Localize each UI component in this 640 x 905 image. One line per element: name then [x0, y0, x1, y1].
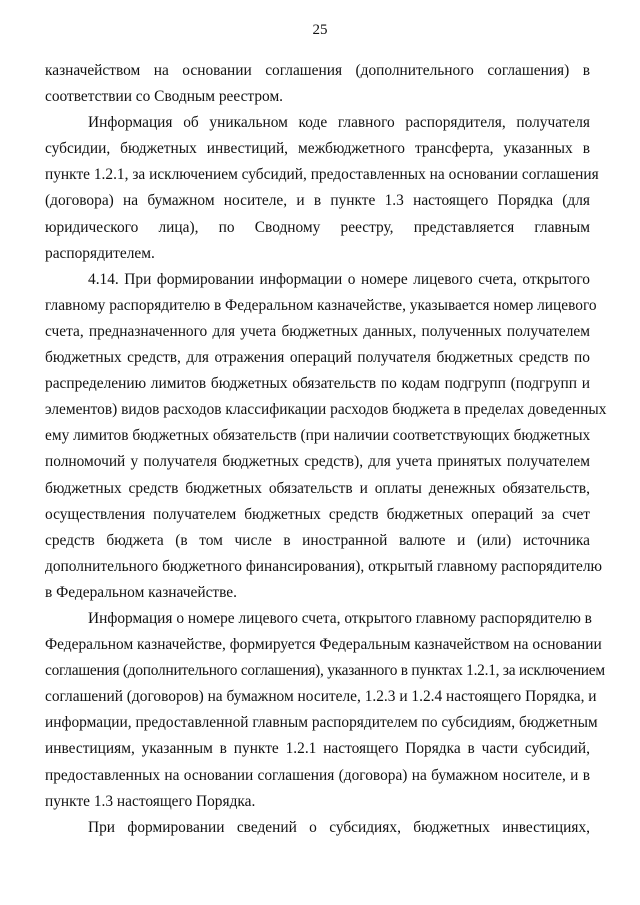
- text-line: распорядителем.: [45, 244, 155, 262]
- text-line: бюджетных средств, для отражения операций получателя бюджетных средств по: [45, 349, 590, 367]
- text-line: бюджетных средств бюджетных обязательств и оплаты денежных обязательств,: [45, 479, 590, 497]
- paragraph-1: [45, 58, 590, 110]
- text-line: распределению лимитов бюджетных обязательств по кодам подгрупп (подгрупп и: [45, 375, 590, 393]
- text-line: пункте 1.3 настоящего Порядка.: [45, 792, 256, 810]
- text-line: Федеральном казначействе, формируется Федеральным казначейством на основании: [45, 636, 602, 654]
- text-line: элементов) видов расходов классификации расходов бюджета в пределах доведенных: [45, 401, 607, 419]
- text-line: главному распорядителю в Федеральном казначействе, указывается номер лицевого: [45, 296, 597, 314]
- paragraph-2: [45, 110, 599, 267]
- text-line: в Федеральном казначействе.: [45, 583, 237, 601]
- text-line: субсидии, бюджетных инвестиций, межбюджетного трансферта, указанных в: [45, 140, 590, 158]
- text-line: полномочий у получателя бюджетных средств), для учета принятых получателем: [45, 453, 590, 471]
- text-line: осуществления получателем бюджетных средств бюджетных операций за счет: [45, 505, 590, 523]
- paragraph-5: [45, 815, 590, 841]
- text-line: средств бюджета (в том числе в иностранной валюте и (или) источника: [45, 531, 590, 549]
- text-line: дополнительного бюджетного финансирования), открытый главному распорядителю: [45, 557, 603, 575]
- text-line: соответствии со Сводным реестром.: [45, 88, 284, 106]
- text-line: счета, предназначенного для учета бюджетных данных, полученных получателем: [45, 322, 590, 340]
- paragraph-4: [45, 606, 605, 815]
- paragraph-3: [45, 267, 607, 606]
- document-body: [45, 58, 607, 841]
- text-line: При формировании сведений о субсидиях, бюджетных инвестициях,: [88, 818, 590, 836]
- text-line: предоставленных на основании соглашения (договора) на бумажном носителе, и в: [45, 766, 590, 784]
- text-line: Информация о номере лицевого счета, открытого главному распорядителю в: [88, 609, 592, 627]
- text-line: инвестициям, указанным в пункте 1.2.1 настоящего Порядка в части субсидий,: [45, 740, 590, 758]
- text-line: пункте 1.2.1, за исключением субсидий, предоставленных на основании соглашения: [45, 166, 599, 184]
- text-line: казначейством на основании соглашения (дополнительного соглашения) в: [45, 62, 590, 79]
- text-line: 4.14. При формировании информации о номере лицевого счета, открытого: [88, 270, 590, 288]
- text-line: юридического лица), по Сводному реестру, представляется главным: [45, 218, 590, 236]
- text-line: ему лимитов бюджетных обязательств (при наличии соответствующих бюджетных: [45, 427, 591, 445]
- text-line: соглашения (дополнительного соглашения), указанного в пунктах 1.2.1, за исключением: [45, 662, 605, 680]
- text-line: соглашений (договоров) на бумажном носителе, 1.2.3 и 1.2.4 настоящего Порядка, и: [45, 688, 597, 706]
- text-line: Информация об уникальном коде главного распорядителя, получателя: [88, 114, 590, 132]
- text-line: (договора) на бумажном носителе, и в пункте 1.3 настоящего Порядка (для: [45, 192, 590, 210]
- page-number: 25: [312, 22, 328, 38]
- text-line: информации, предоставленной главным распорядителем по субсидиям, бюджетным: [45, 714, 598, 732]
